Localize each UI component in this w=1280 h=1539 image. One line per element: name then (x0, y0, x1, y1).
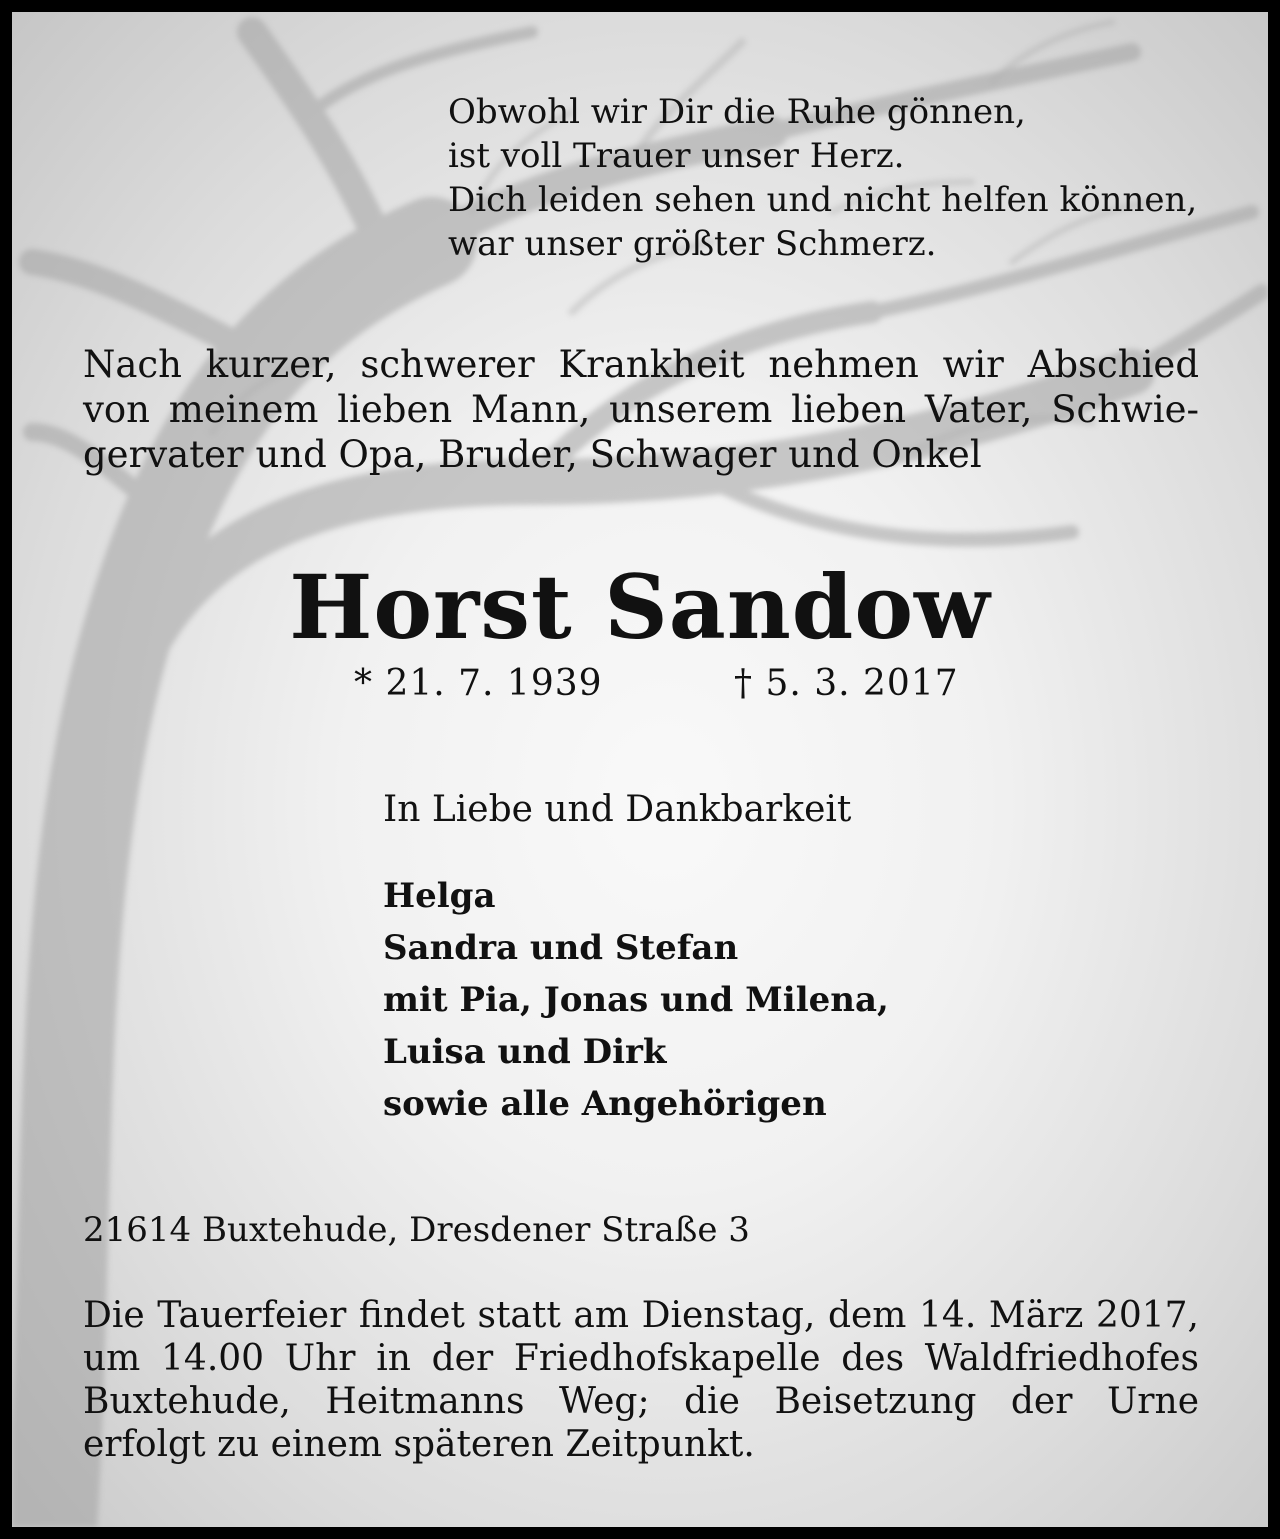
ceremony-line: Die Tauerfeier findet statt am Dienstag, dem 14. März 2017, (83, 1295, 1199, 1336)
announcement-text (83, 342, 1199, 477)
ceremony-line: Buxtehude, Heitmanns Weg; die Beisetzung der Urne (83, 1381, 1199, 1422)
poem-line: Dich leiden sehen und nicht helfen können, (448, 180, 1198, 220)
announcement-line: gervater und Opa, Bruder, Schwager und Onkel (83, 433, 982, 476)
ceremony-details (83, 1294, 1199, 1466)
poem-line: Obwohl wir Dir die Ruhe gönnen, (448, 92, 1026, 132)
mourner-line: Sandra und Stefan (383, 928, 739, 968)
announcement-line: von meinem lieben Mann, unserem lieben Vater, Schwie- (83, 388, 1199, 431)
mourner-line: Luisa und Dirk (383, 1032, 667, 1072)
closing-phrase: In Liebe und Dankbarkeit (383, 789, 852, 830)
ceremony-line: erfolgt zu einem späteren Zeitpunkt. (83, 1424, 755, 1465)
poem-line: ist voll Trauer unser Herz. (448, 136, 905, 176)
birth-date: * 21. 7. 1939 (354, 663, 603, 704)
ceremony-line: um 14.00 Uhr in der Friedhofskapelle des Waldfriedhofes (83, 1338, 1199, 1379)
mourner-line: Helga (383, 876, 496, 916)
mourner-line: mit Pia, Jonas und Milena, (383, 980, 889, 1020)
poem-line: war unser größter Schmerz. (448, 224, 937, 264)
death-date: † 5. 3. 2017 (734, 663, 959, 704)
poem (448, 90, 1197, 266)
announcement-line: Nach kurzer, schwerer Krankheit nehmen wir Abschied (83, 343, 1199, 386)
deceased-name: Horst Sandow (289, 555, 991, 659)
mourner-line: sowie alle Angehörigen (383, 1084, 827, 1124)
family-address: 21614 Buxtehude, Dresdener Straße 3 (83, 1210, 750, 1250)
mourners-list (383, 870, 889, 1130)
